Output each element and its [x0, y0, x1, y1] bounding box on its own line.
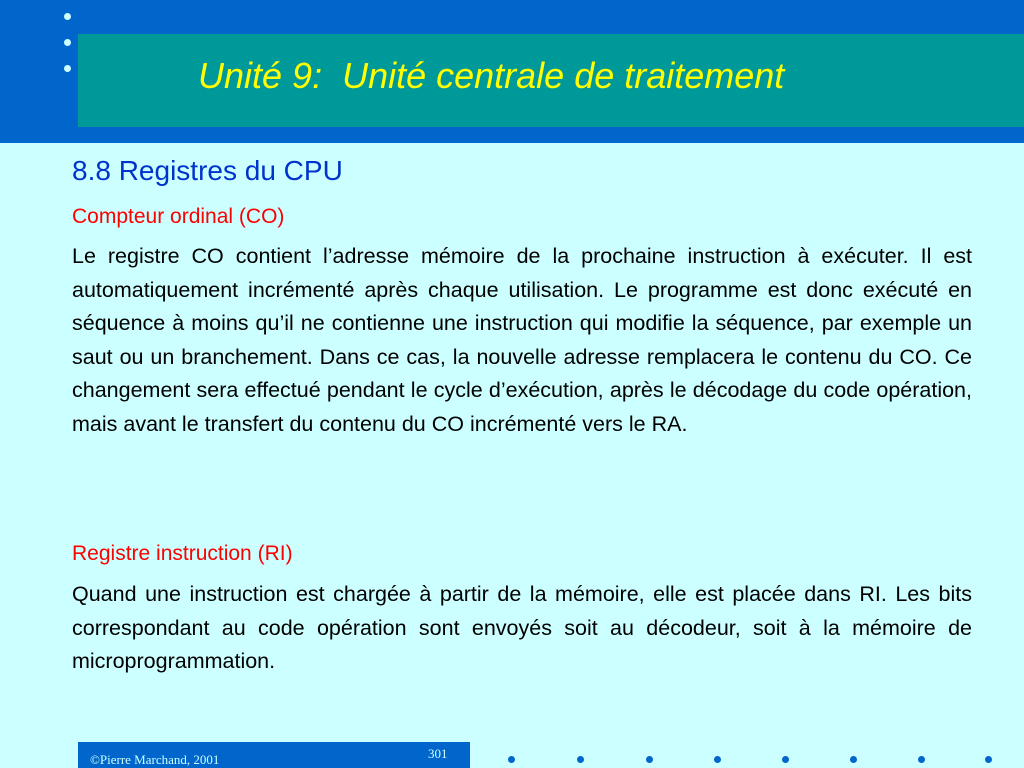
subheading-registre-instruction: Registre instruction (RI) — [72, 542, 293, 565]
paragraph-compteur-ordinal: Le registre CO contient l’adresse mémoire de la prochaine instruction à exécuter. Il est automatiquement incrémenté après chaque utilisation. Le programme est donc exécuté en séquence à moins qu’il ne contienne une instruction qui modifie la séquence, par exemple un saut ou un branchement. Dans ce cas, la nouvelle adresse remplacera le contenu du CO. Ce changement sera effectué pendant le cycle d’exécution, après le décodage du code opération, mais avant le transfert du contenu du CO incrémenté vers le RA. — [72, 244, 972, 436]
page-number: 301 — [428, 746, 448, 761]
footer-dot-decoration — [646, 756, 653, 763]
footer-dot-decoration — [918, 756, 925, 763]
section-heading: 8.8 Registres du CPU — [72, 155, 343, 186]
footer-dot-decoration — [782, 756, 789, 763]
footer-dot-decoration — [508, 756, 515, 763]
slide-title: Unité 9: Unité centrale de traitement — [198, 55, 785, 96]
bullet-dot-decoration — [64, 39, 71, 46]
footer-dot-decoration — [714, 756, 721, 763]
footer-dot-decoration — [850, 756, 857, 763]
footer-bar — [78, 742, 470, 768]
paragraph-registre-instruction: Quand une instruction est chargée à partir de la mémoire, elle est placée dans RI. Les bits correspondant au code opération sont envoyés soit au décodeur, soit à la mémoire de microprogrammation. — [72, 582, 972, 673]
bullet-dot-decoration — [64, 65, 71, 72]
copyright-text: ©Pierre Marchand, 2001 — [90, 752, 220, 767]
bullet-dot-decoration — [64, 13, 71, 20]
title-box — [78, 34, 1024, 127]
header-band — [0, 0, 1024, 143]
footer-dot-decoration — [985, 756, 992, 763]
footer-dot-decoration — [577, 756, 584, 763]
subheading-compteur-ordinal: Compteur ordinal (CO) — [72, 205, 285, 228]
